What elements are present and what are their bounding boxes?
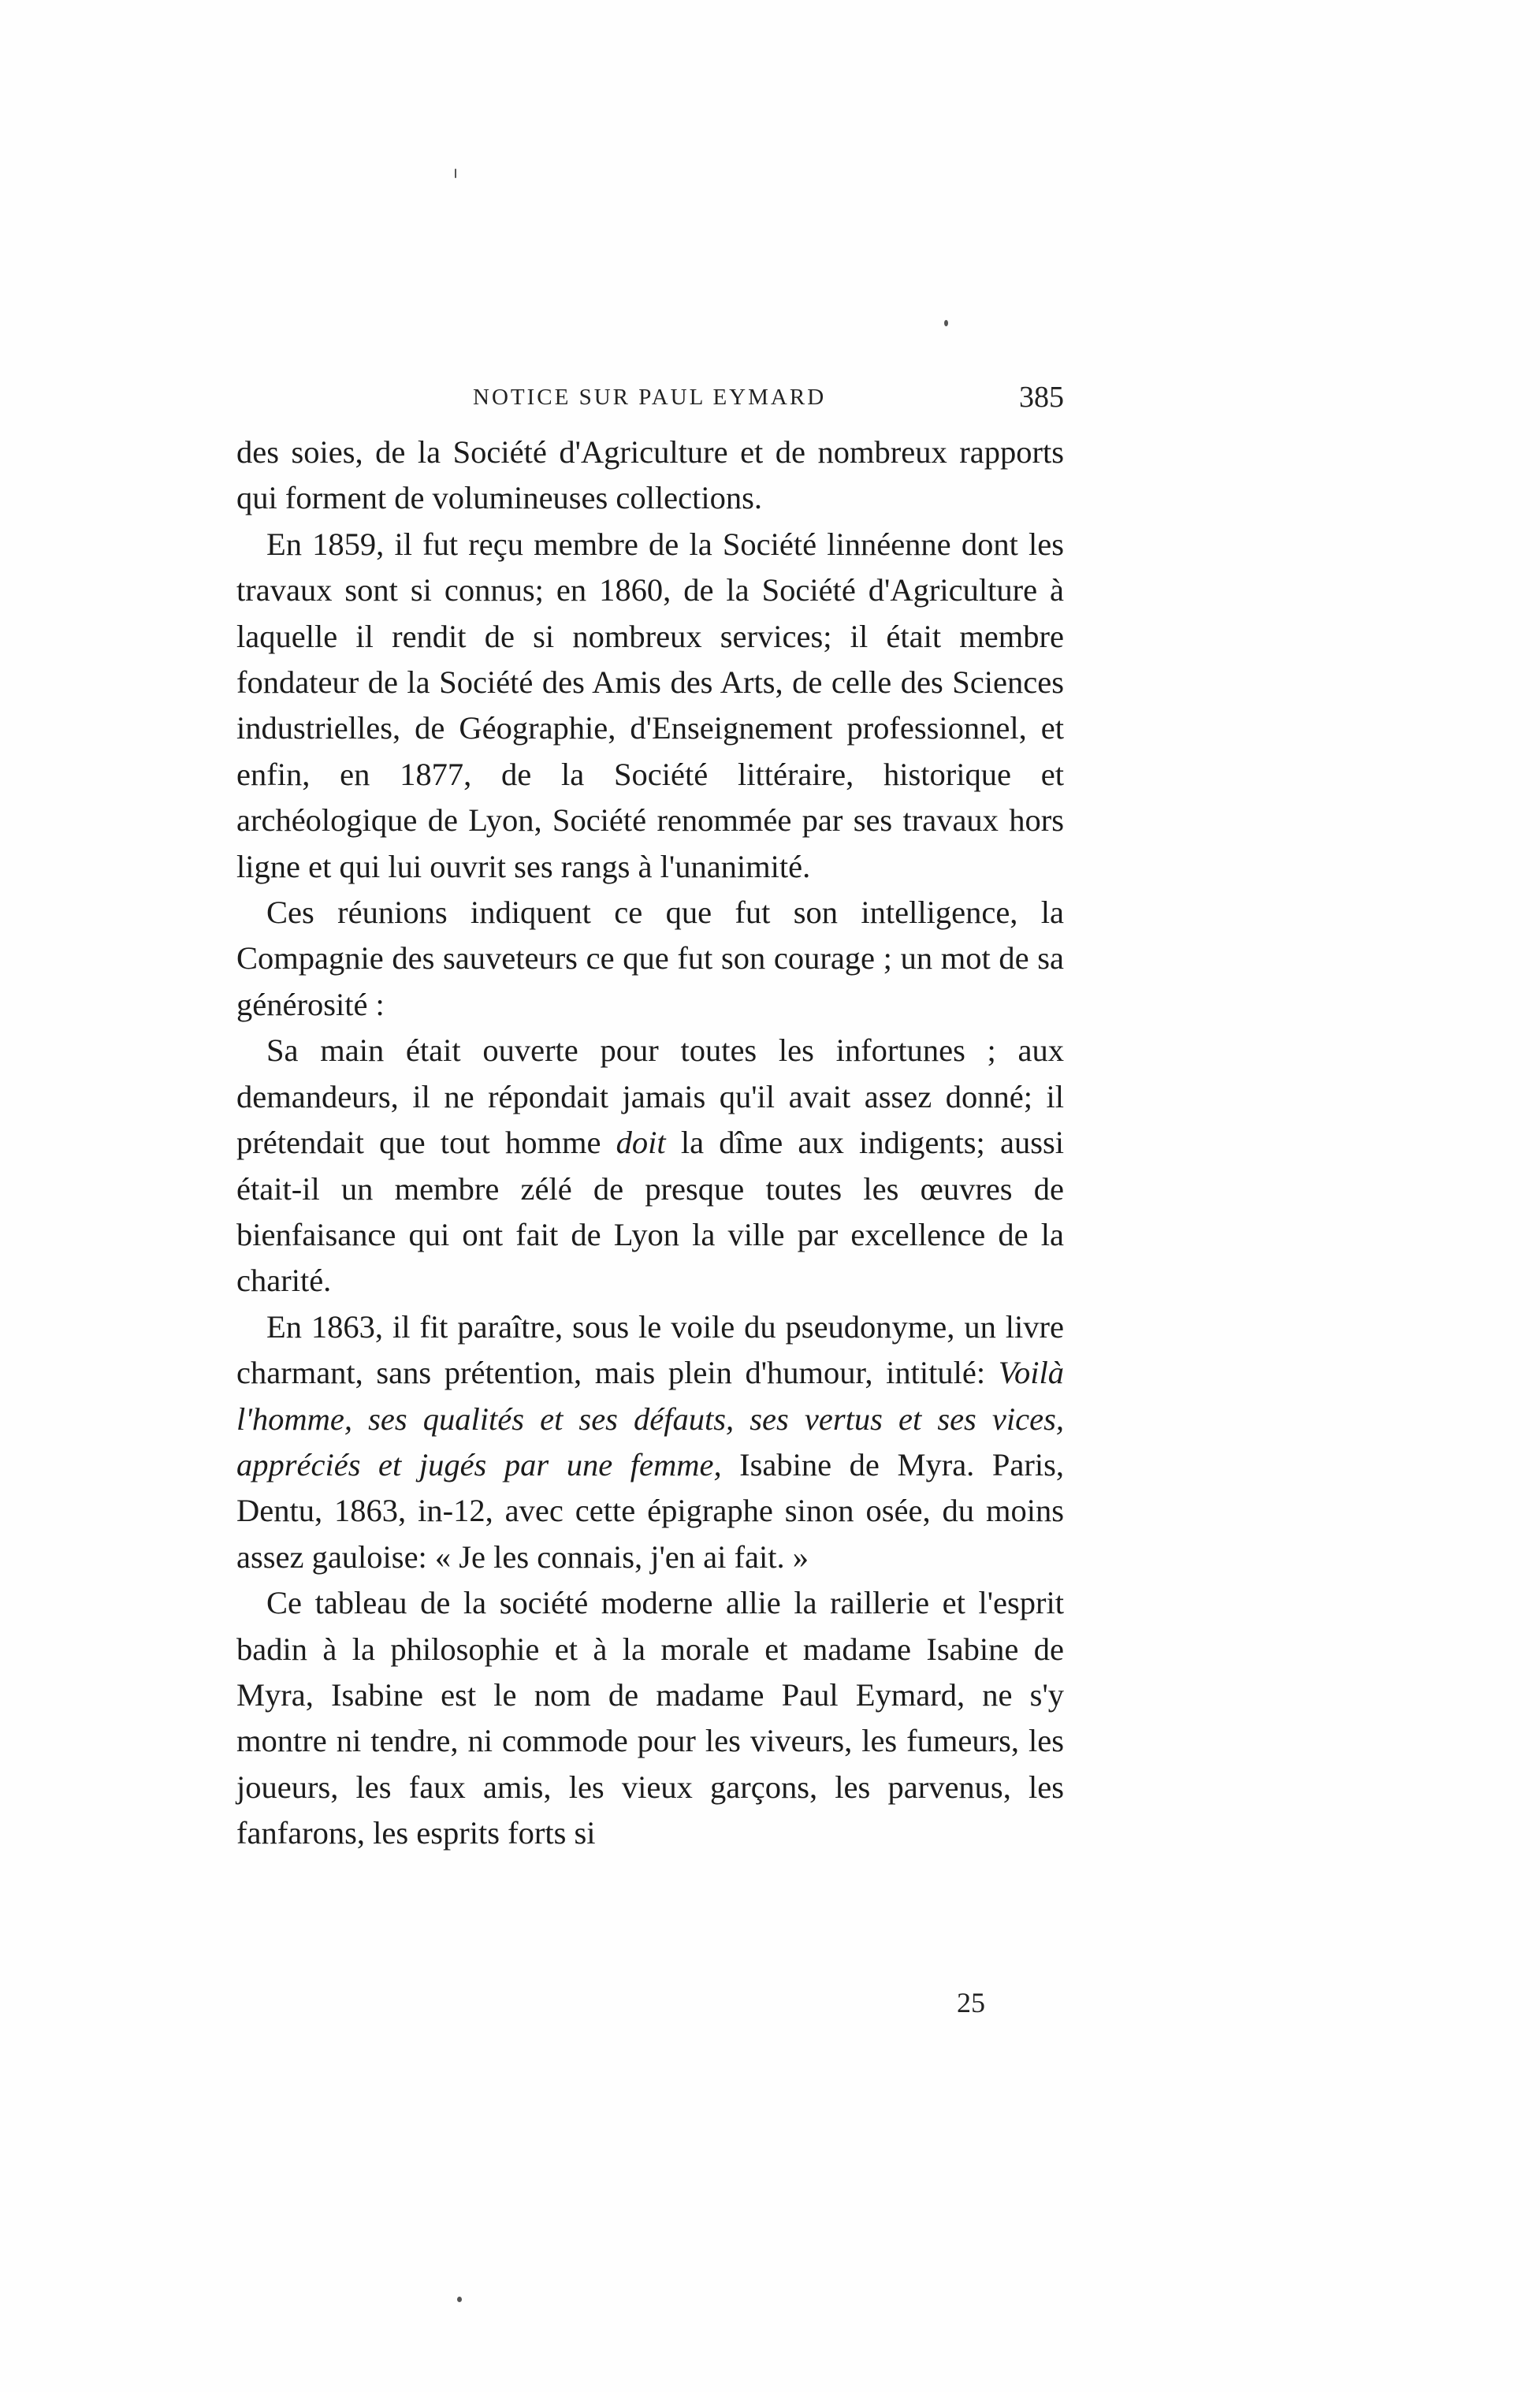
running-head — [236, 381, 1064, 424]
page-number: 385 — [1019, 381, 1064, 414]
paragraph-book — [236, 1304, 1064, 1580]
ink-speck — [455, 169, 456, 178]
paragraph-text-after: Isabine de Myra. Paris, Dentu, 1863, in-12, avec cette épigraphe sinon osée, du moins assez gauloise: « Je les connais, j'en ai fait. » — [236, 1446, 1065, 1575]
running-head-title: NOTICE SUR PAUL EYMARD — [473, 385, 827, 410]
ink-speck — [944, 320, 948, 326]
paragraph-memberships — [236, 522, 1064, 890]
paragraph-continuation — [236, 430, 1064, 522]
paragraph-text: En 1859, il fut reçu membre de la Société linnéenne dont les travaux sont si connus; en 1860, de la Société d'Agriculture à laquelle il rendit de si nombreux services; il était membre fondateur de la Société des Amis des Arts, de celle des Sciences industrielles, de Géographie, d'Enseignement professionnel, et enfin, en 1877, de la Société littéraire, historique et archéologique de Lyon, Société renommée par ses travaux hors ligne et qui lui ouvrit ses rangs à l'unanimité. — [236, 526, 1064, 884]
paragraph-text: Ces réunions indiquent ce que fut son intelligence, la Compagnie des sauveteurs ce que fut son courage ; un mot de sa générosité : — [236, 895, 1064, 1022]
paragraph-text-before: En 1863, il fit paraître, sous le voile du pseudonyme, un livre charmant, sans prétention, mais plein d'humour, intitulé: — [236, 1308, 1064, 1391]
paragraph-tableau — [236, 1580, 1064, 1856]
ink-speck — [457, 2297, 462, 2302]
paragraph-generosity — [236, 1028, 1064, 1304]
paragraph-reunions — [236, 890, 1064, 1028]
paragraph-text-after: la dîme aux indigents; aussi était-il un membre zélé de presque toutes les œuvres de bienfaisance qui ont fait de Lyon la ville par excellence de la charité. — [236, 1125, 1064, 1299]
italic-emphasis: doit — [616, 1125, 666, 1161]
body-text — [236, 430, 1064, 1857]
paragraph-text: des soies, de la Société d'Agriculture et de nombreux rapports qui forment de volumineuses collections. — [236, 434, 1064, 516]
signature-mark: 25 — [957, 1987, 985, 2018]
book-title: Voilà l'homme, ses qualités et ses défauts, ses vertus et ses vices, appréciés et jugés par une femme, — [236, 1355, 1064, 1482]
paragraph-text-before: Sa main était ouverte pour toutes les infortunes ; aux demandeurs, il ne répondait jamais qu'il avait assez donné; il prétendait que tout homme — [236, 1032, 1064, 1161]
paragraph-text: Ce tableau de la société moderne allie la raillerie et l'esprit badin à la philosophie et à la morale et madame Isabine de Myra, Isabine est le nom de madame Paul Eymard, ne s'y montre ni tendre, ni commode pour les viveurs, les fumeurs, les joueurs, les faux amis, les vieux garçons, les parvenus, les fanfarons, les esprits forts si — [236, 1585, 1064, 1851]
